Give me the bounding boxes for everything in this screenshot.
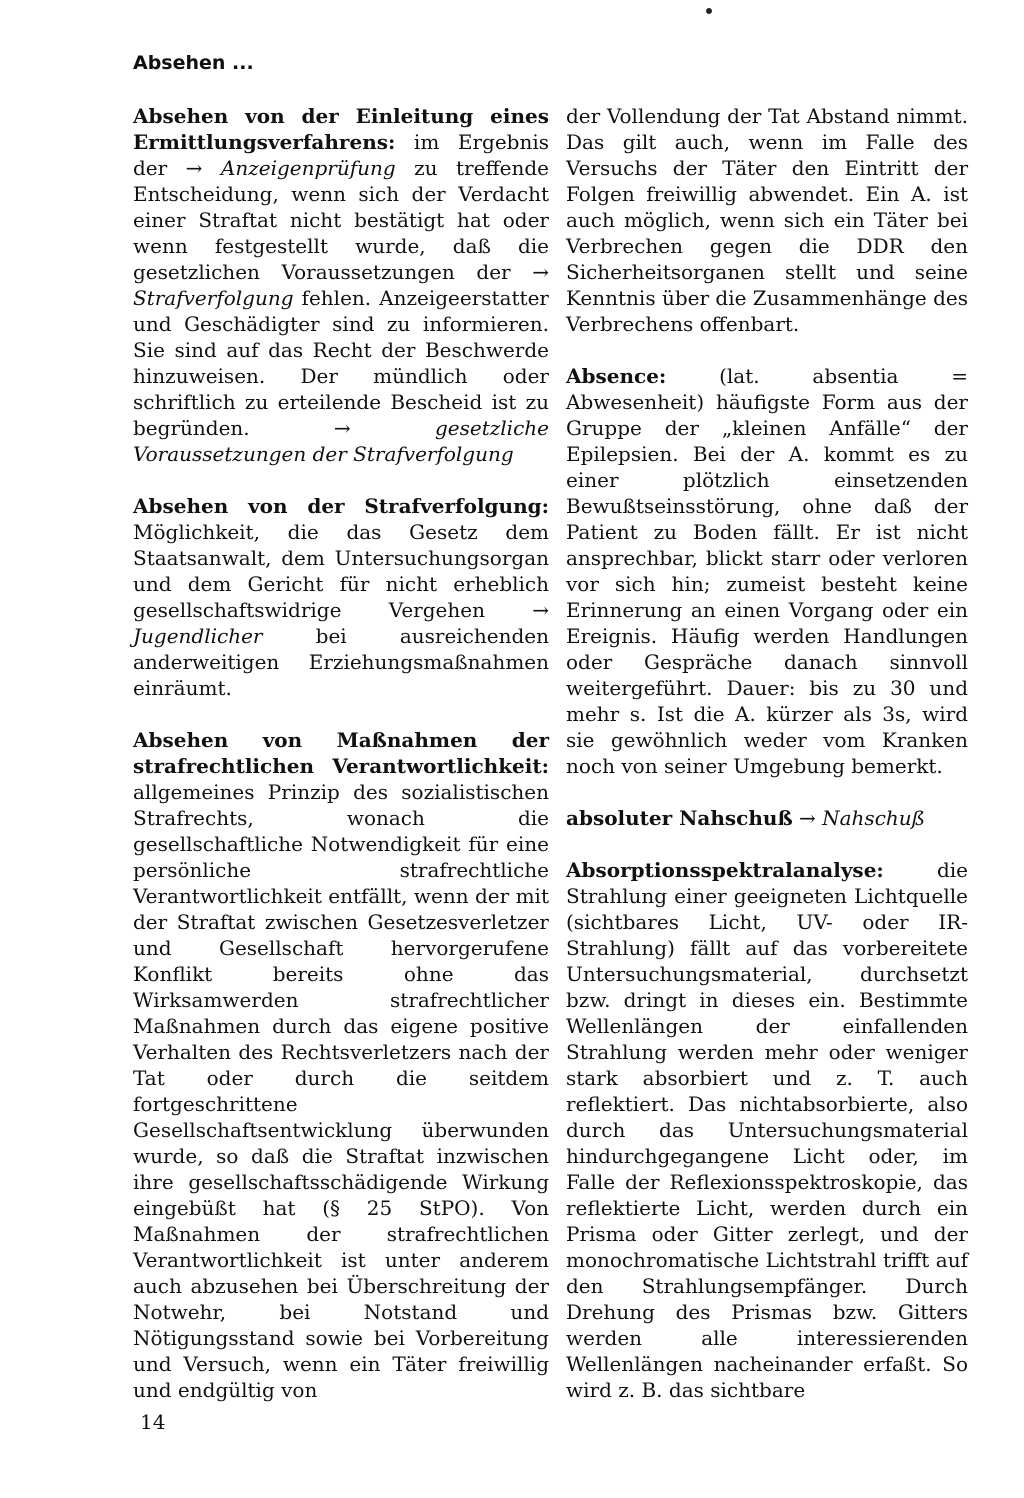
cross-reference-link[interactable]: Anzeigenprüfung bbox=[220, 156, 396, 180]
entry-text: der Vollendung der Tat Abstand nimmt. Das gilt auch, wenn im Falle des Versuchs der Täter den Eintritt der Folgen freiwillig abwendet. Ein A. ist auch möglich, wenn sich ein Täter bei Verbrechen gegen die DDR den Sicherheitsorganen stellt und seine Kenntnis über die Zusammenhänge des Verbrechens offenbart. bbox=[566, 104, 968, 336]
entry-term: Absence: bbox=[566, 364, 667, 388]
print-speck bbox=[706, 8, 712, 14]
cross-reference-link[interactable]: Jugendlicher bbox=[133, 624, 263, 648]
entry-text: im Ergebnis der bbox=[133, 130, 549, 180]
entry-term: Absehen von der Einleitung eines Ermittlungsverfahrens: bbox=[133, 104, 549, 154]
entry-text: (lat. absentia = Abwesenheit) häufigste Form aus der Gruppe der „kleinen Anfälle“ der Epilepsien. Bei der A. kommt es zu einer plötzlich einsetzenden Bewußtseinsstörung, ohne daß der Patient zu Boden fällt. Er ist nicht ansprechbar, blickt starr oder verloren vor sich hin; zumeist besteht keine Erinnerung an einen Vorgang oder ein Ereignis. Häufig werden Handlungen oder Gespräche danach sinnvoll weitergeführt. Dauer: bis zu 30 und mehr s. Ist die A. kürzer als 3s, wird sie gewöhnlich weder vom Kranken noch von seiner Umgebung bemerkt. bbox=[566, 364, 968, 778]
left-column bbox=[133, 103, 549, 1429]
cross-reference-arrow: → bbox=[532, 260, 549, 284]
entry-absehen-massnahmen-continued bbox=[566, 103, 968, 337]
cross-reference-arrow: → bbox=[799, 806, 816, 830]
entry-absehen-massnahmen bbox=[133, 727, 549, 1403]
entry-absehen-strafverfolgung bbox=[133, 493, 549, 701]
entry-absorptionsspektralanalyse bbox=[566, 857, 968, 1403]
entry-term: Absehen von der Strafverfolgung: bbox=[133, 494, 549, 518]
right-column bbox=[566, 103, 968, 1429]
cross-reference-arrow: → bbox=[532, 598, 549, 622]
entry-term: Absehen von Maßnahmen der strafrechtlichen Verantwortlichkeit: bbox=[133, 728, 549, 778]
entry-term: Absorptionsspektralanalyse: bbox=[566, 858, 884, 882]
cross-reference-link[interactable]: Strafverfolgung bbox=[133, 286, 294, 310]
entry-text: Möglichkeit, die das Gesetz dem Staatsanwalt, dem Untersuchungsorgan und dem Gericht für nicht erheblich gesellschaftswidrige Vergehen bbox=[133, 520, 549, 622]
running-head: Absehen ... bbox=[133, 52, 254, 74]
entry-term: absoluter Nahschuß bbox=[566, 806, 793, 830]
entry-absoluter-nahschuss bbox=[566, 805, 968, 831]
entry-text: zu treffende Entscheidung, wenn sich der Verdacht einer Straftat nicht bestätigt hat oder wenn festgestellt wurde, daß die gesetzlichen Voraussetzungen der bbox=[133, 156, 550, 284]
cross-reference-link[interactable]: Nahschuß bbox=[822, 806, 926, 830]
entry-text: allgemeines Prinzip des sozialistischen Strafrechts, wonach die gesellschaftliche Notwendigkeit für eine persönliche strafrechtliche Verantwortlichkeit entfällt, wenn der mit der Straftat zwischen Gesetzesverletzer und Gesellschaft hervorgerufene Konflikt bereits ohne das Wirksamwerden strafrechtlicher Maßnahmen durch das eigene positive Verhalten des Rechtsverletzers nach der Tat oder durch die seitdem fortgeschrittene Gesellschaftsentwicklung überwunden wurde, so daß die Straftat inzwischen ihre gesellschaftsschädigende Wirkung eingebüßt hat (§ 25 StPO). Von Maßnahmen der strafrechtlichen Verantwortlichkeit ist unter anderem auch abzusehen bei Überschreitung der Notwehr, bei Notstand und Nötigungsstand sowie bei Vorbereitung und Versuch, wenn ein Täter freiwillig und endgültig von bbox=[133, 780, 549, 1402]
entry-text: fehlen. Anzeigeerstatter und Geschädigter sind zu informieren. Sie sind auf das Recht der Beschwerde hinzuweisen. Der mündlich oder schriftlich zu erteilende Bescheid ist zu begründen. bbox=[133, 286, 549, 440]
cross-reference-link[interactable]: gesetzliche Voraussetzungen der Strafverfolgung bbox=[133, 416, 549, 466]
entry-text: bei ausreichenden anderweitigen Erziehungsmaßnahmen einräumt. bbox=[133, 624, 549, 700]
entry-text: die Strahlung einer geeigneten Lichtquelle (sichtbares Licht, UV- oder IR-Strahlung) fällt auf das vorbereitete Untersuchungsmaterial, durchsetzt bzw. dringt in dieses ein. Bestimmte Wellenlängen der einfallenden Strahlung werden mehr oder weniger stark absorbiert und z. T. auch reflektiert. Das nichtabsorbierte, also durch das Untersuchungsmaterial hindurchgegangene Licht oder, im Falle der Reflexionsspektroskopie, das reflektierte Licht, werden durch ein Prisma oder Gitter zerlegt, und der monochromatische Lichtstrahl trifft auf den Strahlungsempfänger. Durch Drehung des Prismas bzw. Gitters werden alle interessierenden Wellenlängen nacheinander erfaßt. So wird z. B. das sichtbare bbox=[566, 858, 968, 1402]
entry-absehen-einleitung bbox=[133, 103, 549, 467]
cross-reference-arrow: → bbox=[185, 156, 203, 180]
cross-reference-arrow: → bbox=[333, 416, 351, 440]
entry-absence bbox=[566, 363, 968, 779]
page-number: 14 bbox=[140, 1410, 166, 1434]
